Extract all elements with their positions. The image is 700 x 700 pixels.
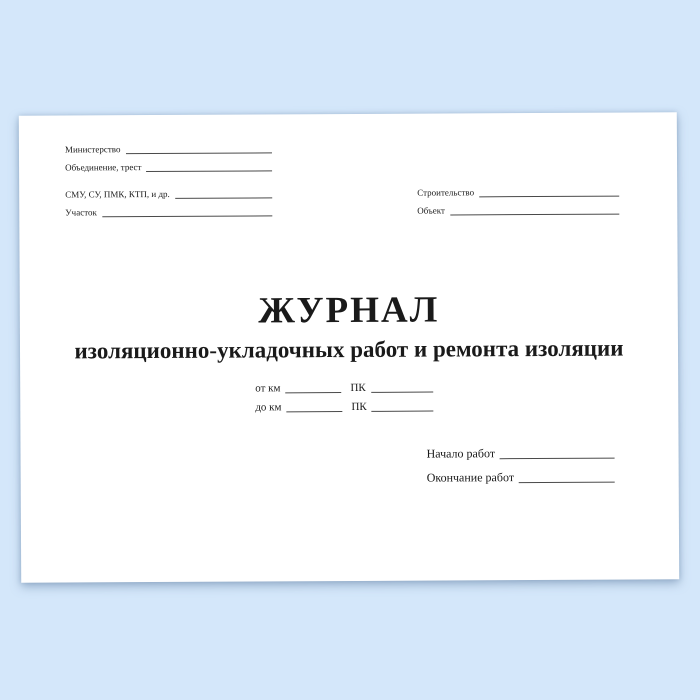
field-work-start-label: Начало работ — [426, 446, 496, 461]
blank-line — [146, 157, 272, 172]
field-section-label: Участок — [65, 207, 97, 218]
subtitle-wrap — [20, 333, 678, 365]
blank-line — [125, 139, 272, 154]
field-construction-label: Строительство — [417, 187, 475, 198]
blank-line — [500, 441, 615, 460]
field-section — [65, 202, 272, 221]
blank-line — [450, 201, 619, 216]
work-dates-block — [426, 441, 614, 490]
org-fields-right-block — [417, 183, 619, 220]
journal-title: ЖУРНАЛ — [258, 289, 440, 332]
field-object — [417, 201, 619, 220]
field-association-trust — [65, 157, 272, 176]
km-range-block — [255, 379, 434, 418]
title-wrap — [20, 290, 678, 331]
field-work-start — [426, 441, 614, 466]
blank-line — [479, 183, 619, 198]
field-work-end-label: Окончание работ — [426, 470, 515, 485]
blank-line — [372, 398, 434, 412]
journal-subtitle: изоляционно-укладочных работ и ремонта изоляции — [74, 335, 624, 364]
blank-line — [371, 379, 433, 393]
org-fields-left-block — [65, 139, 272, 221]
field-association-trust-label: Объединение, трест — [65, 162, 142, 173]
blank-line — [286, 398, 342, 412]
pk-label: ПК — [351, 400, 367, 413]
field-smu-su-pmk-ktp-label: СМУ, СУ, ПМК, КТП, и др. — [65, 188, 170, 200]
field-ministry — [65, 139, 272, 158]
blank-line — [519, 465, 615, 484]
field-work-end — [427, 465, 615, 490]
pk-label: ПК — [350, 381, 366, 394]
km-to-row — [255, 398, 434, 418]
field-object-label: Объект — [417, 205, 446, 216]
field-construction — [417, 183, 619, 202]
blank-line — [175, 184, 272, 199]
field-smu-su-pmk-ktp — [65, 184, 272, 203]
km-to-label: до км — [255, 401, 282, 414]
journal-cover-sheet — [19, 112, 679, 582]
km-from-label: от км — [255, 382, 281, 395]
km-from-row — [255, 379, 434, 399]
field-ministry-label: Министерство — [64, 144, 121, 155]
blank-line — [285, 379, 341, 393]
blank-line — [102, 202, 272, 217]
